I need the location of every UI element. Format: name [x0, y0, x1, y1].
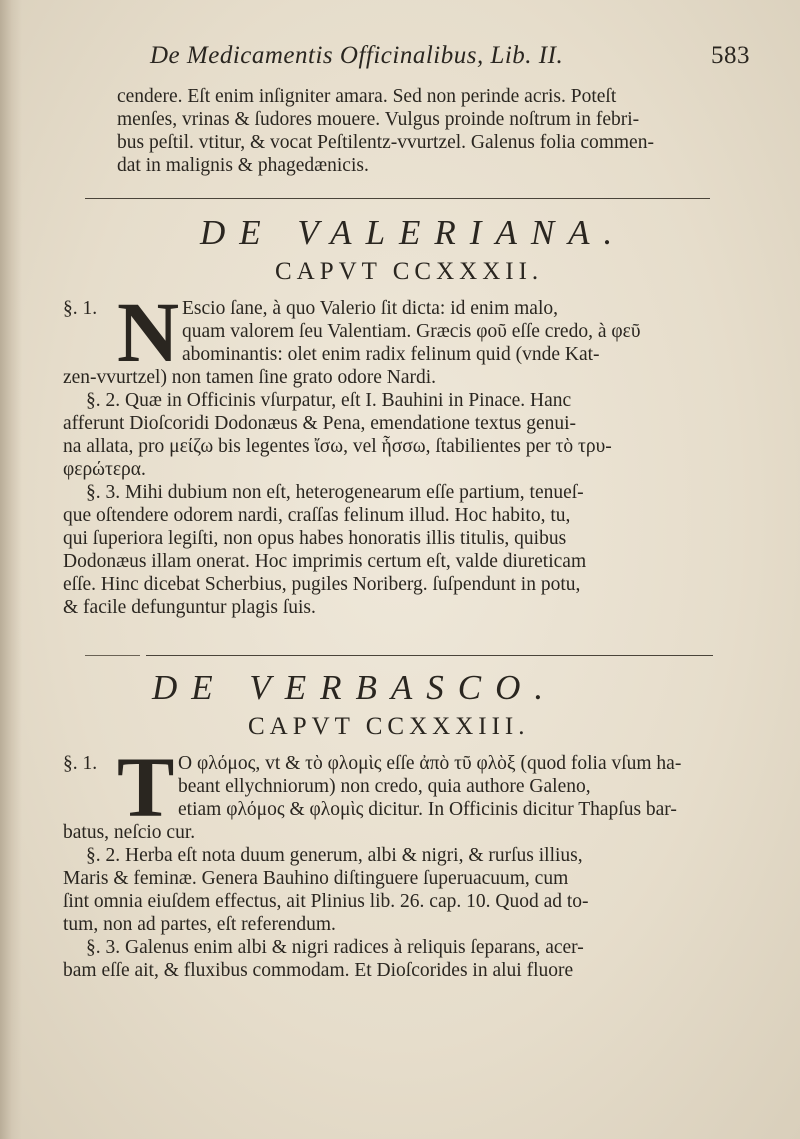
- drop-capital: N: [117, 284, 180, 380]
- intro-line: dat in malignis & phagedænicis.: [117, 155, 369, 176]
- section-divider: [146, 655, 713, 656]
- text-line: & facile defunguntur plagis ſuis.: [63, 597, 316, 618]
- text-line: afferunt Dioſcoridi Dodonæus & Pena, emendatione textus genui-: [63, 413, 577, 434]
- intro-line: cendere. Eſt enim inſigniter amara. Sed non perinde acris. Poteſt: [117, 86, 617, 107]
- text-line: φερώτερα.: [63, 459, 146, 480]
- paragraph-label: §. 1.: [63, 298, 98, 319]
- chapter-heading: CAPVT CCXXXIII.: [248, 713, 530, 740]
- section-divider: [85, 198, 710, 199]
- text-line: eſſe. Hinc dicebat Scherbius, pugiles Noriberg. ſuſpendunt in potu,: [63, 574, 581, 595]
- running-title: De Medicamentis Officinalibus, Lib. II.: [150, 42, 564, 69]
- text-line: ſint omnia eiuſdem effectus, ait Plinius lib. 26. cap. 10. Quod ad to-: [63, 891, 589, 912]
- text-line: §. 3. Mihi dubium non eſt, heterogenearum eſſe partium, tenueſ-: [86, 482, 584, 503]
- text-line: bam eſſe ait, & fluxibus commodam. Et Dioſcorides in alui fluore: [63, 960, 574, 981]
- text-line: que oſtendere odorem nardi, craſſas felinum illud. Hoc habito, tu,: [63, 505, 571, 526]
- text-line: na allata, pro μείζω bis legentes ἴσω, vel ἧσσω, ſtabilientes per τὸ τρυ-: [63, 436, 612, 457]
- text-line: quam valorem ſeu Valentiam. Græcis φοῦ eſſe credo, à φεῦ: [182, 321, 641, 342]
- intro-line: bus peſtil. vtitur, & vocat Peſtilentz-vvurtzel. Galenus folia commen-: [117, 132, 654, 153]
- text-line: Escio ſane, à quo Valerio ſit dicta: id enim malo,: [182, 298, 559, 319]
- text-line: qui ſuperiora legiſti, non opus habes honoratis illis titulis, quibus: [63, 528, 567, 549]
- text-line: §. 2. Herba eſt nota duum generum, albi & nigri, & rurſus illius,: [86, 845, 583, 866]
- drop-capital: T: [117, 739, 175, 835]
- section-title: DE VERBASCO.: [152, 668, 558, 707]
- text-line: batus, neſcio cur.: [63, 822, 196, 843]
- text-line: beant ellychniorum) non credo, quia authore Galeno,: [178, 776, 591, 797]
- text-line: §. 2. Quæ in Officinis vſurpatur, eſt I. Bauhini in Pinace. Hanc: [86, 390, 572, 411]
- text-line: §. 3. Galenus enim albi & nigri radices à reliquis ſeparans, acer-: [86, 937, 584, 958]
- text-line: zen-vvurtzel) non tamen ſine grato odore Nardi.: [63, 367, 437, 388]
- page-binding-edge: [0, 0, 22, 1139]
- running-header: [150, 42, 750, 76]
- section-title: DE VALERIANA.: [200, 213, 627, 252]
- text-line: Maris & feminæ. Genera Bauhino diſtinguere ſuperuacuum, cum: [63, 868, 569, 889]
- page-number: 583: [711, 42, 750, 69]
- text-line: abominantis: olet enim radix felinum quid (vnde Kat-: [182, 344, 600, 365]
- text-line: tum, non ad partes, eſt referendum.: [63, 914, 336, 935]
- intro-line: menſes, vrinas & ſudores mouere. Vulgus proinde noſtrum in febri-: [117, 109, 640, 130]
- section-divider: [85, 655, 140, 656]
- text-line: etiam φλόμος & φλομὶς dicitur. In Officinis dicitur Thapſus bar-: [178, 799, 677, 820]
- text-line: Dodonæus illam onerat. Hoc imprimis certum eſt, valde diureticam: [63, 551, 587, 572]
- paragraph-label: §. 1.: [63, 753, 98, 774]
- chapter-heading: CAPVT CCXXXII.: [275, 258, 544, 285]
- text-line: O φλόμος, vt & τὸ φλομὶς eſſe ἀπὸ τῦ φλὸξ (quod folia vſum ha-: [178, 753, 682, 774]
